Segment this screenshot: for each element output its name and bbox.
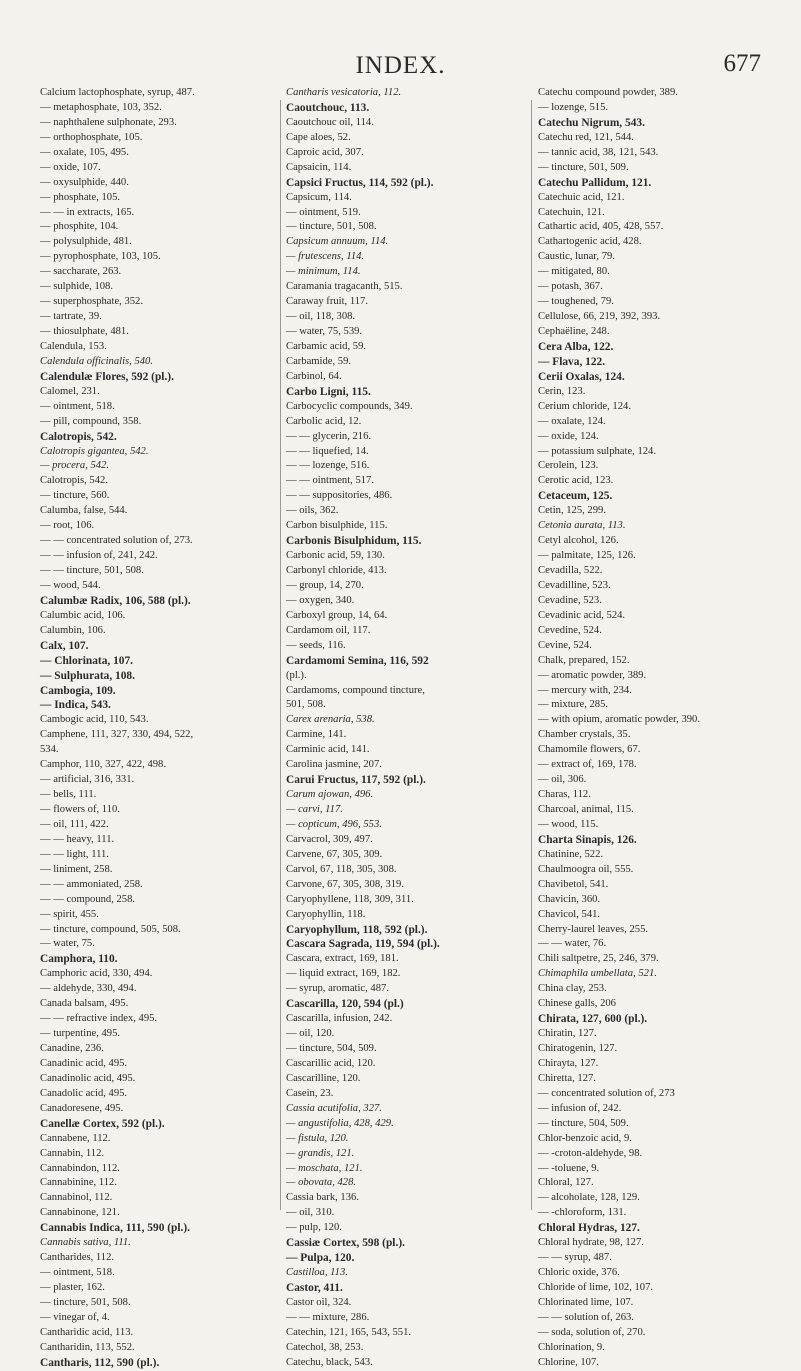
index-entry: — palmitate, 125, 126. [538,550,636,562]
index-entry: Carbamic acid, 59. [286,340,367,352]
index-entry: — toughened, 79. [538,296,614,308]
index-entry: — oil, 120. [286,1028,335,1040]
index-entry: Calumbin, 106. [40,624,106,636]
index-entry: Caryophyllene, 118, 309, 311. [286,893,414,905]
index-entry: Calendula officinalis, 540. [40,355,153,367]
index-entry: — oxysulphide, 440. [40,176,129,188]
index-entry: — angustifolia, 428, 429. [286,1117,394,1129]
index-entry: Carboxyl group, 14, 64. [286,609,388,621]
page-title: INDEX. [355,52,446,79]
index-entry: Cetyl alcohol, 126. [538,535,619,547]
index-entry: — — suppositories, 486. [286,490,393,502]
index-entry: Capsici Fructus, 114, 592 (pl.). [286,176,434,189]
index-entry: Charcoal, animal, 115. [538,804,634,815]
index-entry: Cerium chloride, 124. [538,400,631,412]
index-entry: Chloric oxide, 376. [538,1267,620,1279]
index-entry: — — infusion of, 241, 242. [40,550,158,562]
index-entry: Catechuin, 121. [538,206,605,218]
index-entry: — — syrup, 487. [538,1252,612,1264]
index-entry: — liquid extract, 169, 182. [286,968,401,980]
index-entry: Carmine, 141. [286,729,347,741]
index-entry: Canada balsam, 495. [40,998,129,1010]
index-entry: — oxide, 124. [538,430,599,442]
index-entry: Cerotic acid, 123. [538,475,614,487]
index-entry: — oxygen, 340. [286,594,355,606]
index-entry: Cassiæ Cortex, 598 (pl.). [286,1237,405,1250]
index-entry: 534. [40,744,59,756]
index-entry: — phosphate, 105. [40,191,121,203]
index-entry: — oxide, 107. [40,161,101,173]
index-entry: Capsicum, 114. [286,191,352,203]
index-entry: — Indica, 543. [40,699,111,712]
index-entry: Catechu Nigrum, 543. [538,116,645,129]
index-entry: Chlorination, 9. [538,1341,605,1353]
index-entry: Charta Sinapis, 126. [538,833,637,846]
index-entry: Cardamomi Semina, 116, 592 [286,654,429,667]
index-entry: — mercury with, 234. [538,684,632,696]
index-entry: — oxalate, 105, 495. [40,146,129,158]
index-entry: Calumbæ Radix, 106, 588 (pl.). [40,594,191,607]
index-entry: Cannabis Indica, 111, 590 (pl.). [40,1222,191,1235]
index-column-1 [40,86,270,1371]
index-entry: — Pulpa, 120. [286,1252,355,1265]
index-entry: Carbamide, 59. [286,355,352,367]
index-entry: — alcoholate, 128, 129. [538,1192,640,1204]
index-entry: Caoutchouc, 113. [286,101,370,114]
index-entry: — tannic acid, 38, 121, 543. [538,146,659,158]
index-entry: Carvone, 67, 305, 308, 319. [286,878,404,890]
index-entry: Chamomile flowers, 67. [538,744,641,756]
index-entry: — tincture, 501, 508. [40,1296,131,1308]
index-entry: — polysulphide, 481. [40,236,132,248]
index-entry: — bells, 111. [40,789,97,801]
index-entry: Cantharidin, 113, 552. [40,1341,135,1353]
index-entry: Cannabinine, 112. [40,1177,117,1189]
index-entry: Calumbic acid, 106. [40,609,126,621]
index-entry: Cevadilla, 522. [538,565,603,576]
index-entry: Cassia bark, 136. [286,1192,359,1204]
index-entry: Carbon bisulphide, 115. [286,520,388,532]
index-entry: Catechu Pallidum, 121. [538,176,652,189]
index-entry: — mitigated, 80. [538,266,610,278]
index-entry: — -chloroform, 131. [538,1207,627,1219]
index-entry: Carvol, 67, 118, 305, 308. [286,863,397,875]
index-entry: Carum ajowan, 496. [286,789,374,801]
index-entry: Cevadilline, 523. [538,579,611,591]
index-entry: Caoutchouc oil, 114. [286,116,374,128]
index-entry: — — lozenge, 516. [286,460,370,472]
index-entry: — — in extracts, 165. [40,206,135,218]
index-entry: — — refractive index, 495. [40,1013,158,1025]
index-entry: — minimum, 114. [286,266,361,278]
index-entry: Camphor, 110, 327, 422, 498. [40,759,167,771]
index-entry: — ointment, 518. [40,1267,115,1279]
index-entry: — tincture, 501, 508. [286,221,377,233]
index-entry: Caryophyllum, 118, 592 (pl.). [286,923,428,936]
index-entry: Cannabin, 112. [40,1147,105,1159]
index-entry: — mixture, 285. [538,699,609,711]
index-entry: Chiratin, 127. [538,1028,597,1040]
index-entry: — pulp, 120. [286,1222,342,1234]
index-entry: — syrup, aromatic, 487. [286,983,389,995]
index-entry: — grandis, 121. [286,1147,355,1159]
index-entry: — concentrated solution of, 273 [538,1087,675,1099]
index-entry: Canadoresene, 495. [40,1102,124,1114]
index-entry: Carbolic acid, 12. [286,415,362,427]
index-entry: Cephaëline, 248. [538,326,610,337]
index-entry: — oils, 362. [286,505,339,517]
index-entry: Cannabene, 112. [40,1132,111,1144]
index-entry: Cellulose, 66, 219, 392, 393. [538,311,661,323]
index-entry: Carbonis Bisulphidum, 115. [286,535,422,548]
index-entry: Chili saltpetre, 25, 246, 379. [538,953,659,965]
index-entry: Catechuic acid, 121. [538,191,625,203]
index-entry: Calx, 107. [40,639,89,652]
index-entry: — oil, 306. [538,774,587,786]
index-entry: — -croton-aldehyde, 98. [538,1147,643,1159]
index-entry: Carbonyl chloride, 413. [286,565,387,576]
index-entry: Chalk, prepared, 152. [538,654,630,666]
index-entry: — — liquefied, 14. [286,445,369,457]
index-entry: Calomel, 231. [40,385,100,397]
index-entry: Cassia acutifolia, 327. [286,1102,382,1114]
index-entry: Cannabis sativa, 111. [40,1237,131,1249]
index-entry: Cetonia aurata, 113. [538,520,626,532]
index-entry: — oil, 118, 308. [286,311,356,323]
index-entry: Calotropis, 542. [40,475,108,487]
index-entry: Canadine, 236. [40,1043,104,1054]
index-column-2 [286,86,521,1371]
index-entry: Cannabinol, 112. [40,1192,113,1204]
index-entry: — group, 14, 270. [286,579,364,591]
index-entry: — liniment, 258. [40,863,113,875]
index-entry: — naphthalene sulphonate, 293. [40,116,177,128]
index-entry: Chavibetol, 541. [538,878,609,890]
index-entry: Chiretta, 127. [538,1072,596,1084]
index-entry: — Flava, 122. [538,355,606,368]
index-entry: — phosphite, 104. [40,221,119,233]
index-entry: Carbinol, 64. [286,370,342,382]
index-entry: Cascarilline, 120. [286,1072,361,1084]
index-entry: Chloral Hydras, 127. [538,1222,640,1235]
index-entry: — aromatic powder, 389. [538,669,647,681]
index-entry: — frutescens, 114. [286,251,365,263]
index-entry: Chloride of lime, 102, 107. [538,1282,654,1293]
index-entry: Chavicol, 541. [538,908,601,920]
index-entry: Cambogia, 109. [40,684,116,697]
index-entry: Camphoric acid, 330, 494. [40,968,153,980]
index-entry: Camphene, 111, 327, 330, 494, 522, [40,729,194,741]
index-entry: Cannabindon, 112. [40,1162,120,1174]
index-entry: — turpentine, 495. [40,1028,121,1040]
index-entry: Canellæ Cortex, 592 (pl.). [40,1117,165,1130]
index-entry: Camphora, 110. [40,953,118,966]
index-entry: Caraway fruit, 117. [286,296,368,308]
index-entry: — oxalate, 124. [538,415,606,427]
index-entry: Cevedine, 524. [538,624,602,636]
index-entry: Cevadine, 523. [538,594,602,606]
index-entry: — pyrophosphate, 103, 105. [40,251,161,263]
index-entry: — root, 106. [40,520,95,532]
index-entry: Cascarilla, infusion, 242. [286,1013,393,1025]
index-entry: Calendula, 153. [40,340,107,352]
index-entry: — — compound, 258. [40,893,136,905]
index-entry: — soda, solution of, 270. [538,1326,646,1338]
index-entry: Carbocyclic compounds, 349. [286,400,413,412]
index-entry: Calendulæ Flores, 592 (pl.). [40,370,174,383]
index-entry: Catechin, 121, 165, 543, 551. [286,1326,412,1338]
index-entry: — — mixture, 286. [286,1311,370,1323]
index-entry: Canadolic acid, 495. [40,1087,128,1099]
index-entry: Calotropis, 542. [40,430,117,443]
index-entry: (pl.). [286,669,307,681]
index-entry: Cannabinone, 121. [40,1207,120,1219]
index-entry: Castor oil, 324. [286,1296,352,1308]
index-entry: Chimaphila umbellata, 521. [538,968,657,980]
index-entry: Carbonic acid, 59, 130. [286,550,385,562]
index-entry: Cambogic acid, 110, 543. [40,714,149,726]
index-entry: Chlorine, 107. [538,1356,599,1368]
index-entry: — — ointment, 517. [286,475,374,487]
index-entry: Canadinolic acid, 495. [40,1072,136,1084]
index-entry: Chloral hydrate, 98, 127. [538,1237,644,1249]
index-entry: — potash, 367. [538,281,603,293]
index-entry: Chirata, 127, 600 (pl.). [538,1013,648,1026]
index-entry: — — concentrated solution of, 273. [40,535,193,547]
index-entry: Chiratogenin, 127. [538,1043,618,1054]
index-entry: Castilloa, 113. [286,1267,348,1279]
index-entry: — plaster, 162. [40,1282,105,1293]
index-entry: — vinegar of, 4. [40,1311,110,1323]
index-entry: — — glycerin, 216. [286,430,372,442]
index-entry: — oil, 111, 422. [40,818,109,830]
index-entry: Chloral, 127. [538,1177,594,1189]
index-entry: — with opium, aromatic powder, 390. [538,714,700,726]
index-entry: Castor, 411. [286,1282,343,1294]
index-entry: Cerin, 123. [538,385,586,397]
index-entry: Cascarillic acid, 120. [286,1057,376,1069]
index-entry: Cape aloes, 52. [286,131,351,143]
index-entry: Catechu compound powder, 389. [538,87,678,98]
index-entry: — — heavy, 111. [40,833,115,845]
index-entry: Chinese galls, 206 [538,998,616,1010]
index-entry: Caramania tragacanth, 515. [286,281,403,293]
index-entry: Chirayta, 127. [538,1057,599,1069]
index-entry: Cetaceum, 125. [538,490,613,503]
index-entry: Calcium lactophosphate, syrup, 487. [40,87,195,98]
index-entry: Cantharidic acid, 113. [40,1326,134,1338]
index-entry: — tincture, 560. [40,490,110,502]
index-entry: — ointment, 518. [40,400,115,412]
index-entry: — infusion of, 242. [538,1102,622,1114]
index-entry: — -toluene, 9. [538,1162,600,1174]
index-entry: China clay, 253. [538,983,607,995]
index-entry: — obovata, 428. [286,1177,357,1189]
index-entry: 501, 508. [286,699,326,711]
index-entry: — — light, 111. [40,848,109,860]
index-entry: — — ammoniated, 258. [40,878,143,890]
index-entry: — Chlorinata, 107. [40,654,134,667]
index-entry: Carvene, 67, 305, 309. [286,848,383,860]
index-entry: Cerii Oxalas, 124. [538,370,625,383]
index-entry: — thiosulphate, 481. [40,326,129,337]
index-entry: — — tincture, 501, 508. [40,565,144,576]
index-entry: — artificial, 316, 331. [40,774,135,786]
index-entry: Cathartic acid, 405, 428, 557. [538,221,664,233]
index-entry: Chamber crystals, 35. [538,729,631,741]
index-entry: — seeds, 116. [286,639,346,651]
index-entry: Capsicum annuum, 114. [286,236,389,248]
index-entry: — copticum, 496, 553. [286,818,382,830]
index-entry: — water, 75, 539. [286,326,363,337]
index-entry: Carbo Ligni, 115. [286,385,371,398]
column-divider [531,100,532,1210]
index-entry: Cantharis vesicatoria, 112. [286,87,402,98]
index-entry: Capsaicin, 114. [286,161,352,173]
index-entry: — flowers of, 110. [40,804,120,815]
index-entry: — superphosphate, 352. [40,296,143,308]
index-entry: Cevadinic acid, 524. [538,609,626,621]
index-entry: — ointment, 519. [286,206,361,218]
column-divider [280,100,281,1210]
index-entry: Cerolein, 123. [538,460,599,472]
index-entry: Caustic, lunar, 79. [538,251,615,263]
index-entry: — water, 75. [40,938,95,950]
index-entry: Cardamom oil, 117. [286,624,371,636]
index-entry: — Sulphurata, 108. [40,669,135,682]
index-entry: Carvacrol, 309, 497. [286,833,373,845]
index-entry: — procera, 542. [40,460,110,472]
index-entry: — tincture, 504, 509. [538,1117,629,1129]
index-entry: — extract of, 169, 178. [538,759,637,771]
page-number: 677 [723,50,761,77]
index-entry: Caryophyllin, 118. [286,908,366,920]
index-entry: — metaphosphate, 103, 352. [40,101,162,113]
index-entry: — orthophosphate, 105. [40,131,143,143]
index-entry: Carolina jasmine, 207. [286,759,382,771]
index-entry: Cascarilla, 120, 594 (pl.) [286,998,404,1011]
index-entry: Cascara Sagrada, 119, 594 (pl.). [286,938,440,951]
index-entry: — tartrate, 39. [40,311,102,323]
index-entry: — oil, 310. [286,1207,335,1219]
index-entry: — aldehyde, 330, 494. [40,983,137,995]
index-entry: Catechol, 38, 253. [286,1341,364,1353]
index-entry: Caproic acid, 307. [286,146,364,158]
index-entry: Cevine, 524. [538,639,592,651]
index-entry: — fistula, 120. [286,1132,349,1144]
index-entry: — potassium sulphate, 124. [538,445,656,457]
index-entry: — carvi, 117. [286,804,343,815]
index-entry: — tincture, 501, 509. [538,161,629,173]
index-entry: Cascara, extract, 169, 181. [286,953,399,965]
index-entry: Chatinine, 522. [538,848,604,860]
index-entry: Casein, 23. [286,1087,334,1099]
index-entry: Chavicin, 360. [538,893,601,905]
index-entry: — — solution of, 263. [538,1311,634,1323]
index-entry: Chlor-benzoic acid, 9. [538,1132,632,1144]
index-entry: — lozenge, 515. [538,101,609,113]
index-entry: — sulphide, 108. [40,281,113,293]
index-entry: Charas, 112. [538,789,591,801]
index-entry: — tincture, compound, 505, 508. [40,923,181,935]
index-entry: — tincture, 504, 509. [286,1043,377,1054]
index-entry: Cathartogenic acid, 428. [538,236,642,248]
index-entry: — moschata, 121. [286,1162,363,1174]
index-column-3 [538,86,788,1371]
index-entry: Cetin, 125, 299. [538,505,606,517]
index-entry: Calumba, false, 544. [40,505,128,517]
index-entry: Catechu, black, 543. [286,1356,373,1368]
index-entry: Carui Fructus, 117, 592 (pl.). [286,774,426,787]
index-entry: — spirit, 455. [40,908,99,920]
index-entry: Carex arenaria, 538. [286,714,375,726]
index-entry: — pill, compound, 358. [40,415,142,427]
index-entry: Cera Alba, 122. [538,340,614,353]
index-entry: — saccharate, 263. [40,266,122,278]
index-entry: Cardamoms, compound tincture, [286,684,425,696]
index-entry: — wood, 544. [40,579,101,591]
index-entry: Chlorinated lime, 107. [538,1296,634,1308]
index-entry: Cantharides, 112. [40,1252,115,1264]
index-entry: Catechu red, 121, 544. [538,131,634,143]
index-entry: Cherry-laurel leaves, 255. [538,923,649,935]
index-entry: — — water, 76. [538,938,607,950]
index-entry: Chaulmoogra oil, 555. [538,863,634,875]
index-entry: Canadinic acid, 495. [40,1057,128,1069]
index-entry: Calotropis gigantea, 542. [40,445,149,457]
index-entry: — wood, 115. [538,818,599,830]
index-entry: Carminic acid, 141. [286,744,370,756]
index-entry: Cantharis, 112, 590 (pl.). [40,1356,160,1369]
